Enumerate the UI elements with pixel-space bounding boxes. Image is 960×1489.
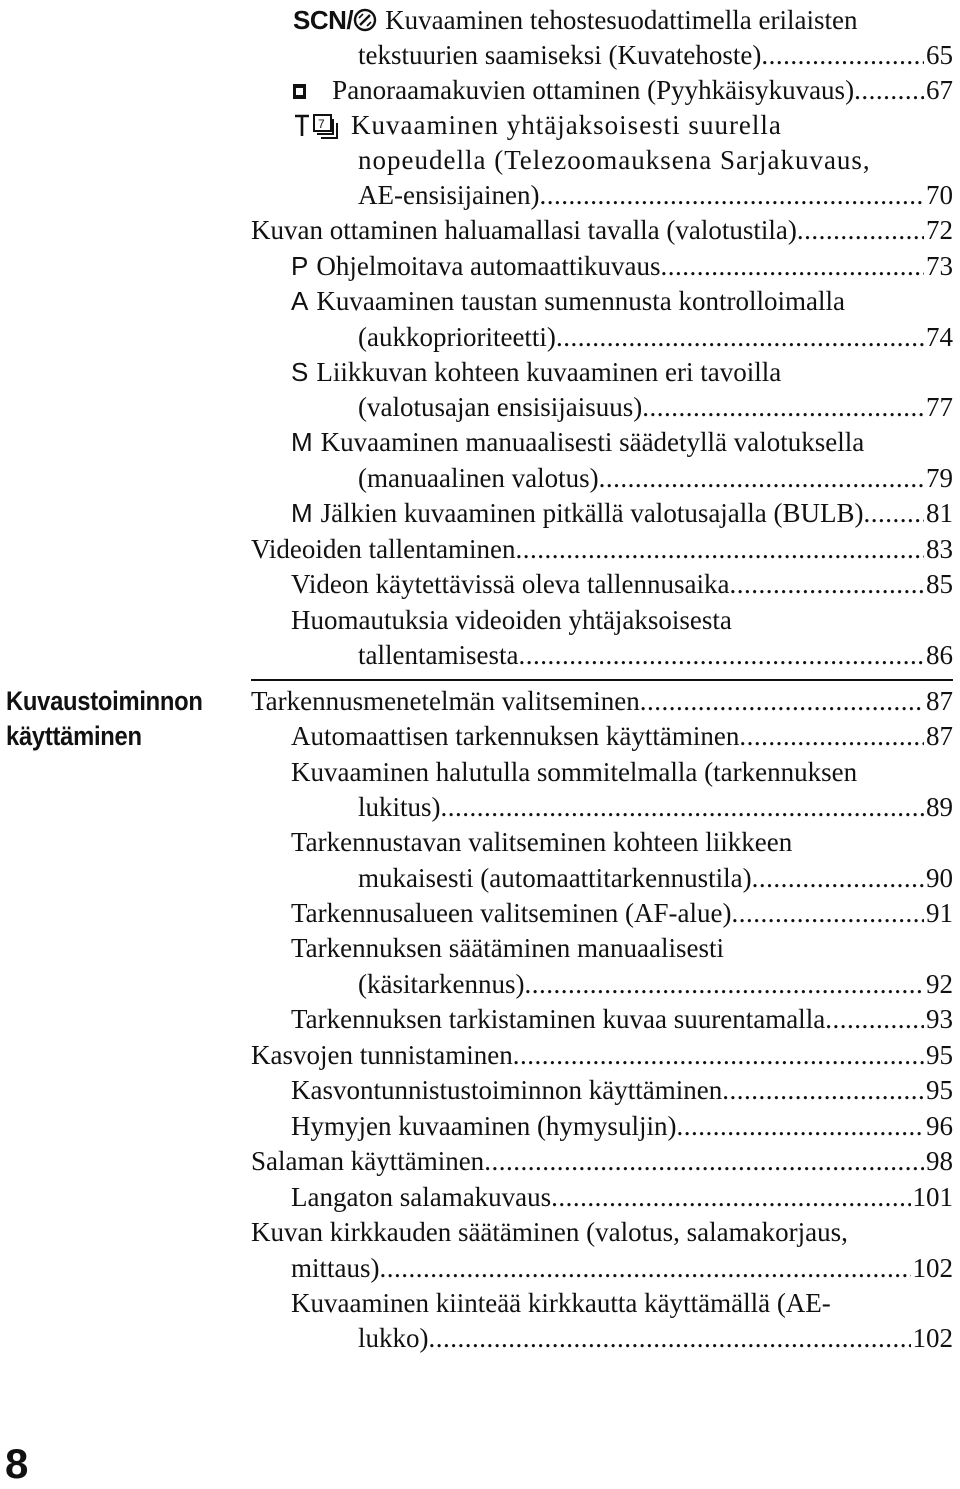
toc-entry-text: Kuvaaminen tehostesuodattimella erilaisten [385,5,858,35]
toc-entry-text: Kuvaaminen halutulla sommitelmalla (tarkennuksen [291,757,858,787]
toc-entry-text: mukaisesti (automaattitarkennustila) ..... [358,860,924,896]
toc-entry-text: (valotusajan ensisijaisuus) ..... [358,389,924,425]
toc-entry-text: lukko) ..... [358,1320,911,1356]
toc-page-number: 79 [926,463,953,493]
toc-entry-text: Jälkien kuvaaminen pitkällä valotusajalla (BULB) ..... [321,495,924,531]
toc-page-number: 67 [926,75,953,105]
toc-entry-text: (manuaalinen valotus) ..... [358,460,924,496]
toc-entry [291,754,953,790]
toc-entry [291,602,953,638]
toc-page-number: 77 [926,392,953,422]
toc-entry-text: Tarkennuksen säätäminen manuaalisesti [291,933,724,963]
toc-entry-text: Tarkennuksen tarkistaminen kuvaa suurentamalla ..... [291,1001,924,1037]
toc-page-number: 96 [926,1111,953,1141]
toc-page-number: 86 [926,640,953,670]
toc-page-number: 74 [926,322,953,352]
toc-entry [291,1001,953,1037]
toc-entry-text: Liikkuvan kohteen kuvaaminen eri tavoilla [316,357,782,387]
tele-zoom-burst-icon [293,107,343,143]
toc-entry [291,566,953,602]
toc-entry-text: Salaman käyttäminen ..... [251,1143,924,1179]
toc-entry [293,72,953,108]
toc-entry [251,1214,953,1250]
toc-page-number: 102 [912,1253,953,1283]
toc-page-number: 65 [926,40,953,70]
toc-entry-text: Kuvaaminen yhtäjaksoisesti suurella [351,110,782,140]
toc-entry-text: nopeudella (Telezoomauksena Sarjakuvaus, [358,145,871,175]
toc-entry-text: Tarkennustavan valitseminen kohteen liikkeen [291,827,793,857]
section-label-line: käyttäminen [6,721,142,751]
toc-entry-text: Kasvontunnistustoiminnon käyttäminen ..... [291,1072,924,1108]
toc-entry [358,789,953,825]
toc-entry [291,1285,953,1321]
scn-picture-effect-icon: SCN/ [293,2,377,38]
section-divider [251,679,953,681]
toc-entry [251,531,953,567]
toc-page-number: 81 [926,498,953,528]
toc-entry-text: Langaton salamakuvaus ..... [291,1179,911,1215]
svg-text:7: 7 [318,117,326,131]
toc-entry-text: Videoiden tallentaminen ..... [251,531,924,567]
shutter-priority-icon: S [291,357,309,387]
toc-entry-text: Kuvan ottaminen haluamallasi tavalla (valotustila) ..... [251,212,924,248]
toc-entry [358,142,953,178]
toc-entry [291,1179,953,1215]
toc-page-number: 92 [926,969,953,999]
section-label [6,684,203,754]
toc-page-number: 91 [926,898,953,928]
toc-entry-text: mittaus) ..... [291,1250,911,1286]
toc-entry [358,860,953,896]
toc-entry [291,824,953,860]
toc-entry-text: Kuvaaminen manuaalisesti säädetyllä valotuksella [320,427,865,457]
toc-entry [291,354,953,390]
toc-entry [291,424,953,460]
toc-entry [358,389,953,425]
section-label-line: Kuvaustoiminnon [6,686,203,716]
toc-entry [291,930,953,966]
toc-page-number: 89 [926,792,953,822]
toc-entry [358,319,953,355]
toc-entry [291,495,953,531]
toc-entry [291,1250,953,1286]
toc-entry-text: Ohjelmoitava automaattikuvaus ..... [316,248,924,284]
toc-page-number: 95 [926,1040,953,1070]
toc-entry [291,718,953,754]
toc-entry-text: lukitus) ..... [358,789,924,825]
toc-entry-text: tallentamisesta ..... [358,637,924,673]
page-number: 8 [5,1440,29,1487]
toc-entry-text: Panoraamakuvien ottaminen (Pyyhkäisykuvaus) ..... [332,72,924,108]
toc-entry-text: (käsitarkennus) ..... [358,966,924,1002]
program-mode-icon: P [291,251,309,281]
toc-page-number: 98 [926,1146,953,1176]
manual-mode-icon: M [291,427,313,457]
toc-entry-text: Hymyjen kuvaaminen (hymysuljin) ..... [291,1108,924,1144]
toc-entry [291,895,953,931]
toc-entry [251,1143,953,1179]
toc-entry [251,1037,953,1073]
toc-entry [291,283,953,319]
toc-entry-text: Kuvan kirkkauden säätäminen (valotus, salamakorjaus, [251,1217,848,1247]
toc-page-number: 85 [926,569,953,599]
toc-entry [293,107,953,143]
toc-page-number: 87 [926,686,953,716]
toc-page-number: 83 [926,534,953,564]
toc-page-number: 90 [926,863,953,893]
toc-entry-text: Kuvaaminen taustan sumennusta kontrolloimalla [316,286,845,316]
toc-entry-text: tekstuurien saamiseksi (Kuvatehoste) ..... [358,37,924,73]
toc-entry [291,1108,953,1144]
toc-entry [251,212,953,248]
toc-entry-text: Videon käytettävissä oleva tallennusaika ..... [291,566,924,602]
toc-entry [358,637,953,673]
aperture-priority-icon: A [291,286,309,316]
toc-page-number: 87 [926,721,953,751]
toc-entry-text: Tarkennusmenetelmän valitseminen ..... [251,683,924,719]
toc-entry-text: Kuvaaminen kiinteää kirkkautta käyttämällä (AE- [291,1288,831,1318]
toc-entry [358,966,953,1002]
toc-page-number: 70 [926,180,953,210]
toc-page-number: 101 [912,1182,953,1212]
toc-page-number: 93 [926,1004,953,1034]
toc-entry [358,37,953,73]
toc-page-number: 95 [926,1075,953,1105]
panorama-icon [293,84,306,99]
toc-entry-text: (aukkoprioriteetti) ..... [358,319,924,355]
toc-page-number: 73 [926,251,953,281]
toc-entry-text: Automaattisen tarkennuksen käyttäminen ..... [291,718,924,754]
toc-entry [358,460,953,496]
toc-entry [293,2,953,38]
toc-entry-text: Tarkennusalueen valitseminen (AF-alue) ..... [291,895,924,931]
toc-entry [291,1072,953,1108]
toc-page-number: 72 [926,215,953,245]
toc-entry [358,1320,953,1356]
toc-entry [291,248,953,284]
toc-entry-text: Huomautuksia videoiden yhtäjaksoisesta [291,605,732,635]
toc-entry [251,683,953,719]
toc-entry [358,177,953,213]
toc-entry-text: Kasvojen tunnistaminen ..... [251,1037,924,1073]
toc-page-number: 102 [912,1323,953,1353]
toc-entry-text: AE-ensisijainen) ..... [358,177,924,213]
manual-mode-icon: M [291,498,313,528]
